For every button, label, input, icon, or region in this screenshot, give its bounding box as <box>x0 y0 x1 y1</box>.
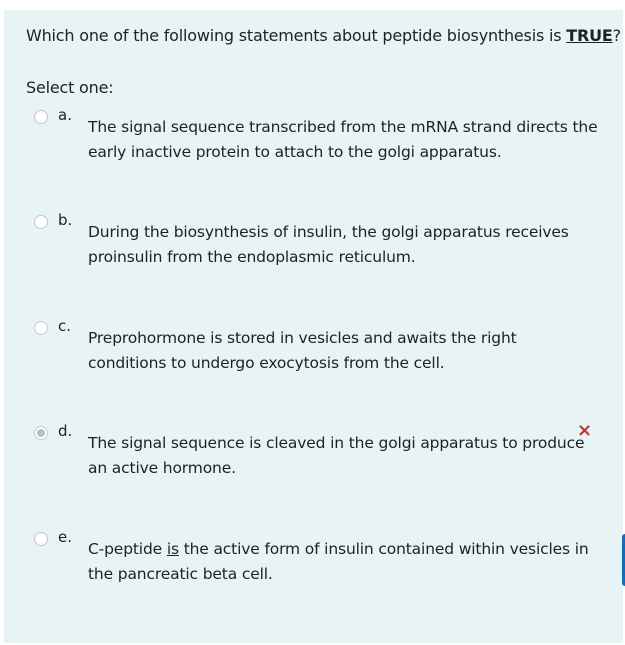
radio-button-a[interactable] <box>34 110 48 124</box>
radio-dot <box>37 429 45 437</box>
question-text-main: Which one of the following statements about peptide biosynthesis is <box>26 26 567 45</box>
option-text-e-start: C-peptide <box>88 540 167 558</box>
option-text-b[interactable]: During the biosynthesis of insulin, the golgi apparatus receives proinsulin from the endoplasmic reticulum. <box>88 223 569 266</box>
select-prompt: Select one: <box>26 78 114 97</box>
radio-button-d-selected[interactable] <box>34 426 48 440</box>
radio-button-b[interactable] <box>34 215 48 229</box>
question-emphasis: TRUE <box>566 26 613 45</box>
option-letter-b: b. <box>58 211 73 229</box>
incorrect-icon: × <box>577 420 593 441</box>
question-text <box>26 26 621 46</box>
option-text-a[interactable]: The signal sequence transcribed from the mRNA strand directs the early inactive protein to attach to the golgi apparatus. <box>88 118 598 161</box>
option-text-c[interactable]: Preprohormone is stored in vesicles and awaits the right conditions to undergo exocytosis from the cell. <box>88 329 517 372</box>
option-text-e-underlined: is <box>166 540 179 558</box>
question-panel <box>4 10 623 643</box>
option-letter-d: d. <box>58 422 73 440</box>
option-letter-c: c. <box>58 317 72 335</box>
option-letter-e: e. <box>58 528 72 546</box>
option-text-e-end: the active form of insulin contained within vesicles in the pancreatic beta cell. <box>88 540 589 583</box>
radio-button-e[interactable] <box>34 532 48 546</box>
option-text-d[interactable]: The signal sequence is cleaved in the golgi apparatus to produce an active hormone. <box>88 434 585 477</box>
question-text-end: ? <box>612 26 621 45</box>
option-text-e[interactable] <box>88 537 598 587</box>
radio-button-c[interactable] <box>34 321 48 335</box>
option-letter-a: a. <box>58 106 72 124</box>
